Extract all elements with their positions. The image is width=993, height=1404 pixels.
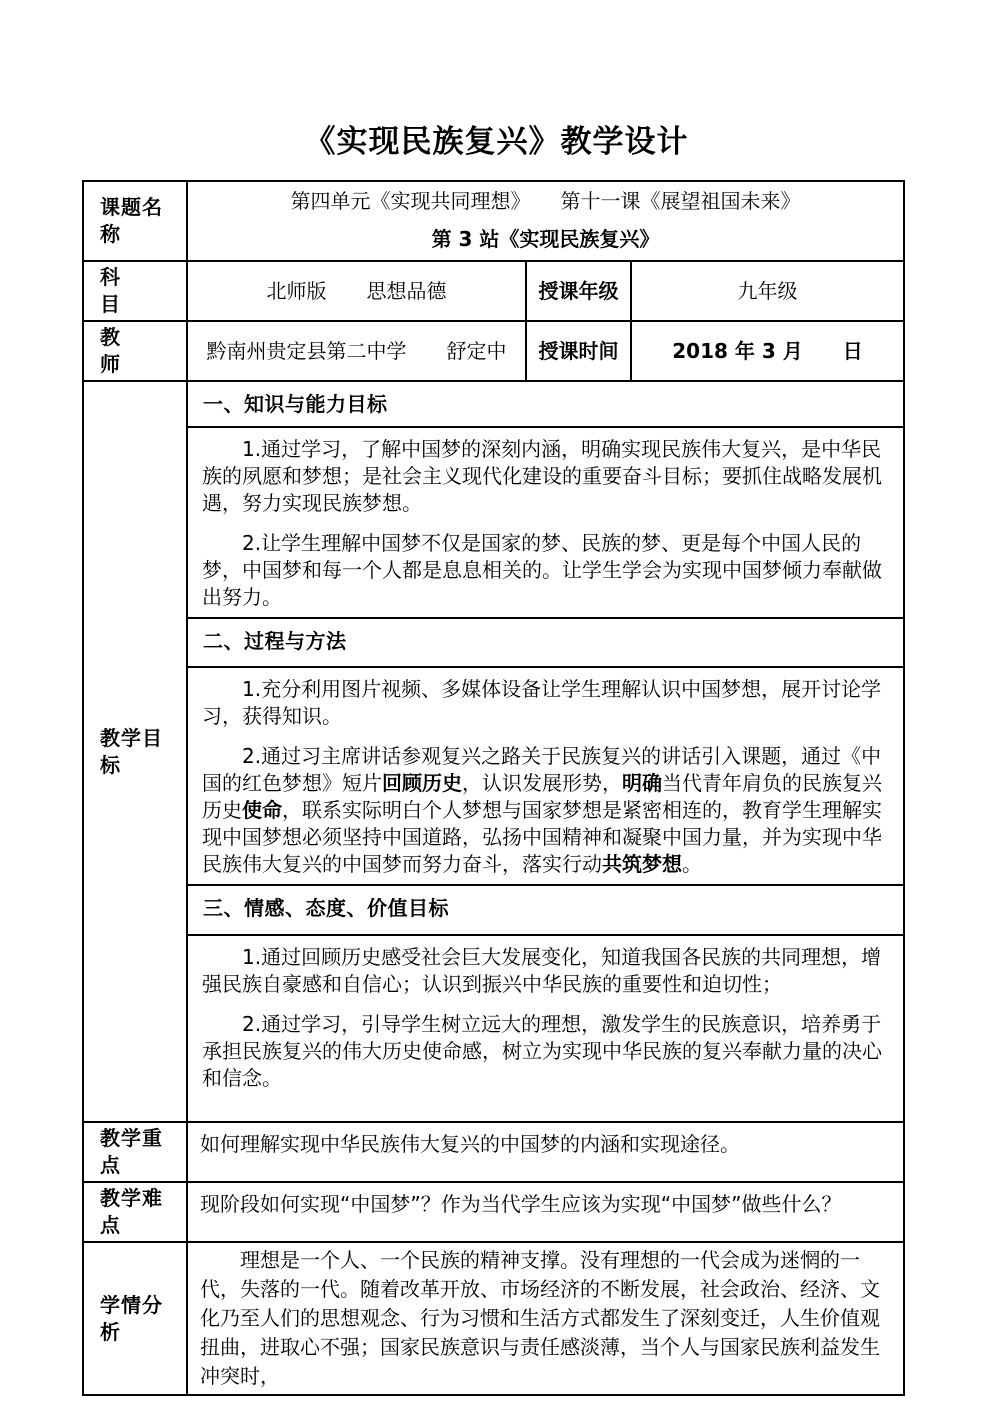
row-label-goals: 教学目标 — [83, 381, 187, 1122]
paragraph: 2.让学生理解中国梦不仅是国家的梦、民族的梦、更是每个中国人民的梦，中国梦和每一个人都是息息相关的。让学生学会为实现中国梦倾力奉献做出努力。 — [202, 531, 882, 610]
row-label-difficulty: 教学难点 — [83, 1182, 187, 1242]
row-topic — [83, 181, 904, 261]
row-goals-body-2 — [83, 667, 904, 885]
row-goals-body-1 — [83, 427, 904, 618]
document-title: 《实现民族复兴》教学设计 — [304, 124, 689, 160]
station-title-line: 第 3 站《实现民族复兴》 — [431, 227, 660, 252]
paragraph: 2.通过学习，引导学生树立远大的理想，激发学生的民族意识，培养勇于承担民族复兴的伟大历史使命感，树立为实现中华民族的复兴奉献力量的决心和信念。 — [202, 1012, 882, 1091]
paragraph: 1.通过回顾历史感受社会巨大发展变化，知道我国各民族的共同理想，增强民族自豪感和自信心；认识到振兴中华民族的重要性和迫切性； — [202, 945, 882, 997]
paragraph: 2.通过习主席讲话参观复兴之路关于民族复兴的讲话引入课题，通过《中国的红色梦想》短片回顾历史，认识发展形势，明确当代青年肩负的民族复兴历史使命，联系实际明白个人梦想与国家梦想是紧密相连的，教育学生理解实现中国梦想必须坚持中国道路，弘扬中国精神和凝聚中国力量，并为实现中华民族伟大复兴的中国梦而努力奋斗，落实行动共筑梦想。 — [202, 744, 882, 877]
paragraph: 1.通过学习，了解中国梦的深刻内涵，明确实现民族伟大复兴，是中华民族的夙愿和梦想；是社会主义现代化建设的重要奋斗目标；要抓住战略发展机遇，努力实现民族梦想。 — [202, 437, 882, 516]
grade-value: 九年级 — [631, 261, 904, 321]
row-goals-heading-3 — [83, 885, 904, 935]
goals-section-2-heading: 二、过程与方法 — [187, 618, 904, 667]
row-goals-heading-2 — [83, 618, 904, 667]
row-label-grade: 授课年级 — [526, 261, 631, 321]
analysis-text: 理想是一个人、一个民族的精神支撑。没有理想的一代会成为迷惘的一代，失落的一代。随着改革开放、市场经济的不断发展，社会政治、经济、文化乃至人们的思想观念、行为习惯和生活方式都发生了深刻变迁，人生价值观扭曲，进取心不强；国家民族意识与责任感淡薄，当个人与国家民族利益发生冲突时， — [187, 1242, 904, 1395]
topic-value-cell — [187, 181, 904, 261]
difficulty-text: 现阶段如何实现“中国梦”？作为当代学生应该为实现“中国梦”做些什么？ — [187, 1182, 904, 1242]
row-teaching-difficulty — [83, 1182, 904, 1242]
paragraph: 1.充分利用图片视频、多媒体设备让学生理解认识中国梦想，展开讨论学习，获得知识。 — [202, 677, 882, 729]
row-label-time: 授课时间 — [526, 321, 631, 381]
row-teaching-focus — [83, 1122, 904, 1182]
lesson-plan-table — [82, 180, 905, 1396]
goals-section-1-heading: 一、知识与能力目标 — [187, 381, 904, 427]
row-label-subject: 科 目 — [83, 261, 187, 321]
row-subject — [83, 261, 904, 321]
goals-section-1-body — [187, 427, 904, 618]
row-label-topic: 课题名称 — [83, 181, 187, 261]
time-value: 2018 年 3 月 日 — [631, 321, 904, 381]
focus-text: 如何理解实现中华民族伟大复兴的中国梦的内涵和实现途径。 — [187, 1122, 904, 1182]
row-label-analysis: 学情分析 — [83, 1242, 187, 1395]
goals-section-3-heading: 三、情感、态度、价值目标 — [187, 885, 904, 935]
row-goals-body-3 — [83, 935, 904, 1122]
goals-section-2-body — [187, 667, 904, 885]
row-label-teacher: 教 师 — [83, 321, 187, 381]
subject-value: 北师版 思想品德 — [187, 261, 526, 321]
row-learner-analysis — [83, 1242, 904, 1395]
row-teacher — [83, 321, 904, 381]
row-goals-heading-1 — [83, 381, 904, 427]
row-label-focus: 教学重点 — [83, 1122, 187, 1182]
unit-lesson-line: 第四单元《实现共同理想》 第十一课《展望祖国未来》 — [290, 189, 801, 214]
goals-section-3-body — [187, 935, 904, 1122]
teacher-value: 黔南州贵定县第二中学 舒定中 — [187, 321, 526, 381]
